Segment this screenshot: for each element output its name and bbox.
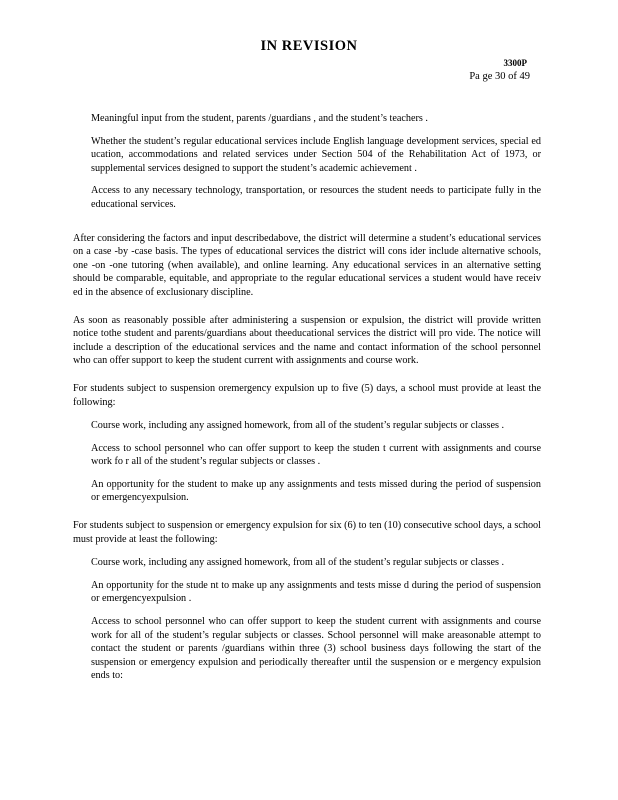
document-body xyxy=(73,112,541,692)
list-item xyxy=(73,184,541,211)
list-item-text: An opportunity for the student to make up any assignments and tests missed during the period of suspension or emergencyexpulsion. xyxy=(91,478,541,504)
list-item xyxy=(73,112,541,126)
page-number: Pa ge 30 of 49 xyxy=(469,71,530,82)
list-item-text: Whether the student’s regular educational services include English language development services, special ed ucation, accommodations and related services under Section 504 of the Rehabilitation Act of 1973, or supplemental services designed to support the student’s academic achievement . xyxy=(91,135,541,174)
list-item-text: Access to any necessary technology, transportation, or resources the student needs to participate fully in the educational services. xyxy=(91,185,541,210)
list-item xyxy=(73,419,541,433)
bullet-list-long-suspension xyxy=(73,556,541,683)
list-item-text: Course work, including any assigned homework, from all of the student’s regular subjects or classes . xyxy=(91,557,505,569)
paragraph: For students subject to suspension oremergency expulsion up to five (5) days, a school must provide at least the following: xyxy=(73,382,541,408)
bullet-list-factors xyxy=(73,112,541,212)
list-item-text: Access to school personnel who can offer support to keep the studen t current with assignments and course work fo r all of the student’s regular subjects or classes . xyxy=(91,442,541,468)
paragraph: After considering the factors and input describedabove, the district will determine a student’s educational services on a case -by -case basis. The types of educational services the district will cons ider include alternative schools, one -on -one tutoring (when available), and online learning. Any educational services in an alternative setting should be comparable, equitable, and appropriate to the regular educational services a student would have receiv ed in the absence of exclusionary discipline. xyxy=(73,232,541,298)
list-item xyxy=(73,556,541,570)
list-item-text: Access to school personnel who can offer support to keep the student current with assignments and course work for all of the student’s regular subjects or classes. School personnel will make areasonable attempt to contact the student or parents /guardians within three (3) school business days following the start of the suspension or emergency expulsion and periodically thereafter until the suspension or e mergency expulsion ends to: xyxy=(91,616,541,682)
list-item xyxy=(73,478,541,505)
list-item xyxy=(73,135,541,176)
list-item xyxy=(73,442,541,469)
bullet-list-short-suspension xyxy=(73,419,541,505)
list-item-text: Course work, including any assigned homework, from all of the student’s regular subjects or classes . xyxy=(91,420,505,432)
list-item xyxy=(73,579,541,606)
list-item-text: Meaningful input from the student, parents /guardians , and the student’s teachers . xyxy=(91,113,428,124)
paragraph: For students subject to suspension or emergency expulsion for six (6) to ten (10) consecutive school days, a school must provide at least the following: xyxy=(73,520,541,545)
page-title: IN REVISION xyxy=(260,38,358,54)
list-item-text: An opportunity for the stude nt to make up any assignments and tests misse d during the period of suspension or emergencyexpulsion . xyxy=(91,579,541,605)
policy-code: 3300P xyxy=(503,58,527,68)
paragraph: As soon as reasonably possible after administering a suspension or expulsion, the district will provide written notice tothe student and parents/guardians about theeducational services the district will pro vide. The notice will include a description of the educational services and the name and contact information of the school personnel who can offer support to keep the student current with assignments and course work. xyxy=(73,314,541,367)
list-item xyxy=(73,615,541,683)
